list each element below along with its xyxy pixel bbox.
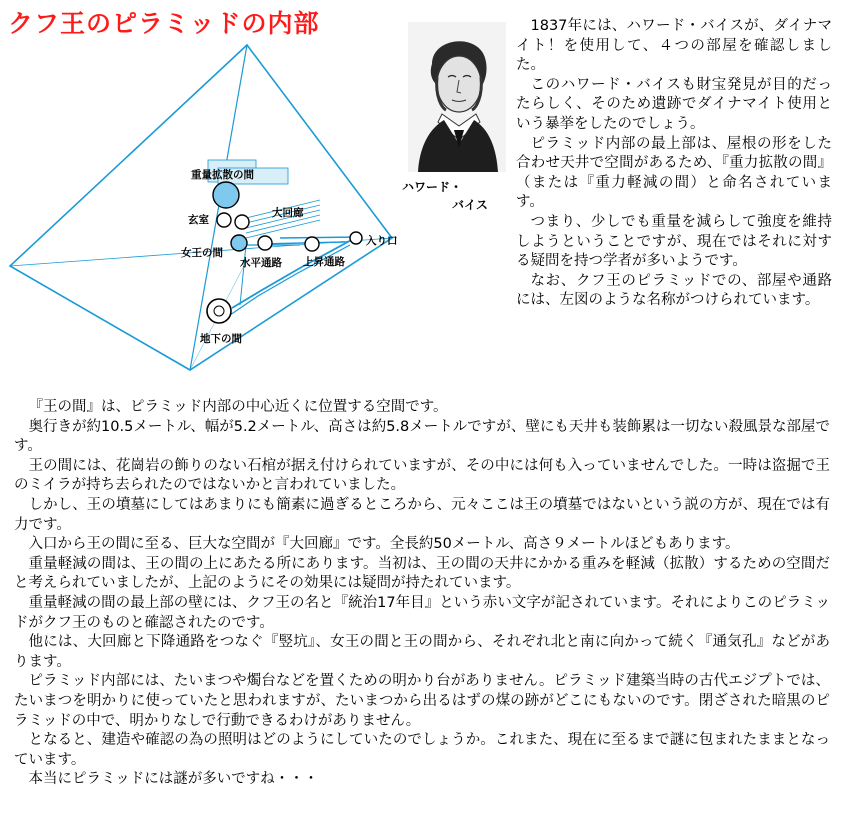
page-title: クフ王のピラミッドの内部 <box>8 9 320 38</box>
label-horizontal: 水平通路 <box>240 257 282 269</box>
queen-chamber <box>231 235 247 251</box>
ascending-passage-marker <box>305 237 319 251</box>
grand-gallery-marker <box>235 215 249 229</box>
horizontal-passage-marker <box>258 236 272 250</box>
pyramid-outline <box>10 45 392 370</box>
main-paragraph: 重量軽減の間は、王の間の上にあたる所にあります。当初は、王の間の天井にかかる重みを軽減（拡散）するための空間だと考えられていましたが、上記のようにその効果には疑問が持たれています。 <box>14 555 830 592</box>
label-grand-gallery: 大回廊 <box>272 207 304 219</box>
king-chamber <box>217 213 231 227</box>
side-paragraph: このハワード・バイスも財宝発見が目的だったらしく、そのため遺跡でダイナマイト使用という暴挙をしたのでしょう。 <box>516 76 832 132</box>
pyramid-diagram <box>0 40 400 380</box>
main-paragraph: ピラミッド内部には、たいまつや燭台などを置くための明かり台がありません。ピラミッド建築当時の古代エジプトでは、たいまつを明かりに使っていたと思われますが、たいまつから出るはずの煤の跡がどこにもないのです。閉ざされた暗黒のピラミッドの中で、明かりなしで行動できるわけがありません。 <box>14 673 830 729</box>
main-paragraph: 『王の間』は、ピラミッド内部の中心近くに位置する空間です。 <box>28 399 448 415</box>
label-queen: 女王の間 <box>181 247 223 259</box>
label-weight-relief: 重量拡散の間 <box>191 169 254 181</box>
label-antechamber: 玄室 <box>188 214 209 226</box>
main-paragraph: 他には、大回廊と下降通路をつなぐ『竪坑』、女王の間と王の間から、それぞれ北と南に向かって続く『通気孔』などがあります。 <box>14 634 830 670</box>
main-paragraph: 王の間には、花崗岩の飾りのない石棺が据え付けられていますが、その中には何も入っていませんでした。一時は盗掘で王のミイラが持ち去られたのではないかと言われていました。 <box>14 457 830 494</box>
label-underground: 地下の間 <box>200 333 242 345</box>
portrait-caption-line1: ハワード・ <box>402 180 463 194</box>
side-text <box>516 17 832 311</box>
portrait-illustration <box>408 22 506 172</box>
weight-relief-chamber <box>213 182 239 208</box>
portrait-caption-line2: バイス <box>452 198 488 212</box>
side-paragraph: ピラミッド内部の最上部は、屋根の形をした合わせ天井で空間があるため、『重力拡散の間』（または『重力軽減の間）と命名されています。 <box>516 135 832 211</box>
main-text <box>14 398 830 790</box>
label-entrance: 入り口 <box>366 235 398 247</box>
main-paragraph: 奥行きが約10.5メートル、幅が5.2メートル、高さは約5.8メートルですが、壁にも天井も装飾累は一切ない殺風景な部屋です。 <box>14 418 830 455</box>
label-ascending: 上昇通路 <box>303 256 345 268</box>
main-paragraph: しかし、王の墳墓にしてはあまりにも簡素に過ぎるところから、元々ここは王の墳墓ではないという説の方が、現在では有力です。 <box>14 496 830 533</box>
side-paragraph: なお、クフ王のピラミッドでの、部屋や通路には、左図のような名称がつけられています。 <box>516 272 832 309</box>
main-paragraph: となると、建造や確認の為の照明はどのようにしていたのでしょうか。これまた、現在に至るまで謎に包まれたままとなっています。 <box>14 732 830 768</box>
main-paragraph: 重量軽減の間の最上部の壁には、クフ王の名と『統治17年目』という赤い文字が記されています。それによりこのピラミッドがクフ王のものと確認されたのです。 <box>14 594 830 631</box>
main-paragraph: 本当にピラミッドには謎が多いですね・・・ <box>28 771 319 788</box>
main-paragraph: 入口から王の間に至る、巨大な空間が『大回廊』です。全長約50メートル、高さ９メートルほどもあります。 <box>28 536 740 553</box>
side-paragraph: つまり、少しでも重量を減らして強度を維持しようということですが、現在ではそれに対する疑問を持つ学者が多いようです。 <box>516 213 832 270</box>
side-paragraph: 1837年には、ハワード・バイスが、ダイナマイト！を使用して、４つの部屋を確認しました。 <box>516 18 832 74</box>
entrance-marker <box>350 232 362 244</box>
